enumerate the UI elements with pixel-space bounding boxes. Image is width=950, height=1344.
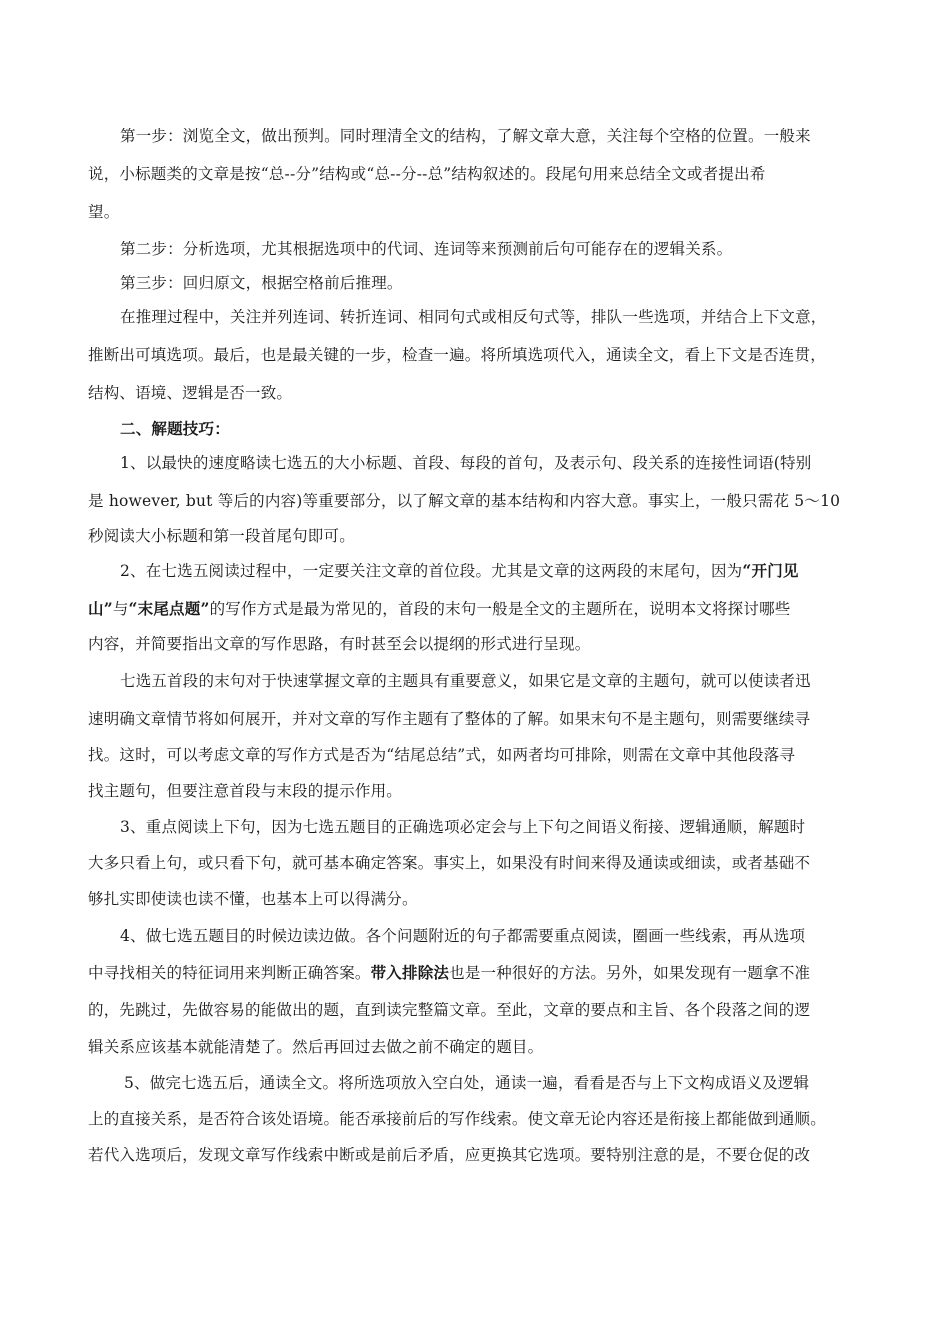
tip2-extra-line1: 七选五首段的末句对于快速掌握文章的主题具有重要意义，如果它是文章的主题句，就可以使读者迅 (120, 672, 811, 690)
tip4-line1: 4、做七选五题目的时候边读边做。各个问题附近的句子都需要重点阅读，圈画一些线索，再从选项 (120, 927, 806, 945)
tip2-line2-emphasis-2: “末尾点题” (128, 599, 210, 618)
step1-line3: 望。 (88, 203, 120, 221)
reasoning-line1: 在推理过程中，关注并列连词、转折连词、相同句式或相反句式等，排队一些选项，并结合上下文意， (120, 308, 827, 326)
reasoning-line3: 结构、语境、逻辑是否一致。 (88, 384, 293, 402)
tip4-line4: 辑关系应该基本就能清楚了。然后再回过去做之前不确定的题目。 (88, 1038, 544, 1056)
tip4-line3: 的，先跳过，先做容易的能做出的题，直到读完整篇文章。至此，文章的要点和主旨、各个段落之间的逻 (88, 1001, 811, 1019)
step3-text: 第三步：回归原文，根据空格前后推理。 (120, 274, 403, 292)
tip2-line2 (88, 598, 790, 620)
tip2-extra-line3: 找。这时，可以考虑文章的写作方式是否为“结尾总结”式，如两者均可排除，则需在文章中其他段落寻 (88, 746, 796, 764)
tip2-line3: 内容，并简要指出文章的写作思路，有时甚至会以提纲的形式进行呈现。 (88, 635, 591, 653)
tip2-extra-line2: 速明确文章情节将如何展开，并对文章的写作主题有了整体的了解。如果末句不是主题句，则需要继续寻 (88, 710, 811, 728)
step1-line2: 说，小标题类的文章是按“总--分”结构或“总--分--总”结构叙述的。段尾句用来总结全文或者提出希 (88, 165, 766, 183)
step2-text: 第二步：分析选项，尤其根据选项中的代词、连词等来预测前后句可能存在的逻辑关系。 (120, 240, 733, 258)
tip5-line2: 上的直接关系，是否符合该处语境。能否承接前后的写作线索。使文章无论内容还是衔接上都能做到通顺。 (88, 1110, 826, 1128)
reasoning-line2: 推断出可填选项。最后，也是最关键的一步，检查一遍。将所填选项代入，通读全文，看上下文是否连贯， (88, 346, 826, 364)
tip3-line1: 3、重点阅读上下句，因为七选五题目的正确选项必定会与上下句之间语义衔接、逻辑通顺，解题时 (120, 818, 806, 836)
tip2-line2-emphasis-1: 山” (88, 599, 113, 618)
tip1-line3: 秒阅读大小标题和第一段首尾句即可。 (88, 527, 355, 545)
tip3-line3: 够扎实即使读也读不懂，也基本上可以得满分。 (88, 890, 418, 908)
tip2-line2-connector: 与 (112, 600, 129, 618)
tip2-line1-emphasis: “开门见 (742, 561, 799, 580)
tip4-line2-text-1: 中寻找相关的特征词用来判断正确答案。 (88, 964, 371, 982)
step1-line1: 第一步：浏览全文，做出预判。同时理清全文的结构，了解文章大意，关注每个空格的位置。一般来 (120, 127, 811, 145)
tip2-line1-text: 2、在七选五阅读过程中，一定要关注文章的首位段。尤其是文章的这两段的末尾句，因为 (120, 562, 743, 580)
tip4-line2 (88, 962, 810, 984)
tip5-line1: 5、做完七选五后，通读全文。将所选项放入空白处，通读一遍，看看是否与上下文构成语义及逻辑 (124, 1074, 810, 1092)
tip4-line2-emphasis: 带入排除法 (370, 963, 450, 982)
tip2-line2-text: 的写作方式是最为常见的，首段的末句一般是全文的主题所在，说明本文将探讨哪些 (209, 600, 791, 618)
tip2-line1 (120, 560, 799, 582)
section-heading: 二、解题技巧： (120, 419, 230, 438)
tip1-line1: 1、以最快的速度略读七选五的大小标题、首段、每段的首句，及表示句、段关系的连接性词语(特别 (120, 454, 812, 472)
tip5-line3: 若代入选项后，发现文章写作线索中断或是前后矛盾，应更换其它选项。要特别注意的是，不要仓促的改 (88, 1146, 811, 1164)
tip2-extra-line4: 找主题句，但要注意首段与末段的提示作用。 (88, 782, 403, 800)
tip4-line2-text-2: 也是一种很好的方法。另外，如果发现有一题拿不准 (449, 964, 811, 982)
tip3-line2: 大多只看上句，或只看下句，就可基本确定答案。事实上，如果没有时间来得及通读或细读，或者基础不 (88, 854, 811, 872)
tip1-line2: 是 however, but 等后的内容)等重要部分，以了解文章的基本结构和内容大意。事实上，一般只需花 5～10 (88, 492, 841, 510)
